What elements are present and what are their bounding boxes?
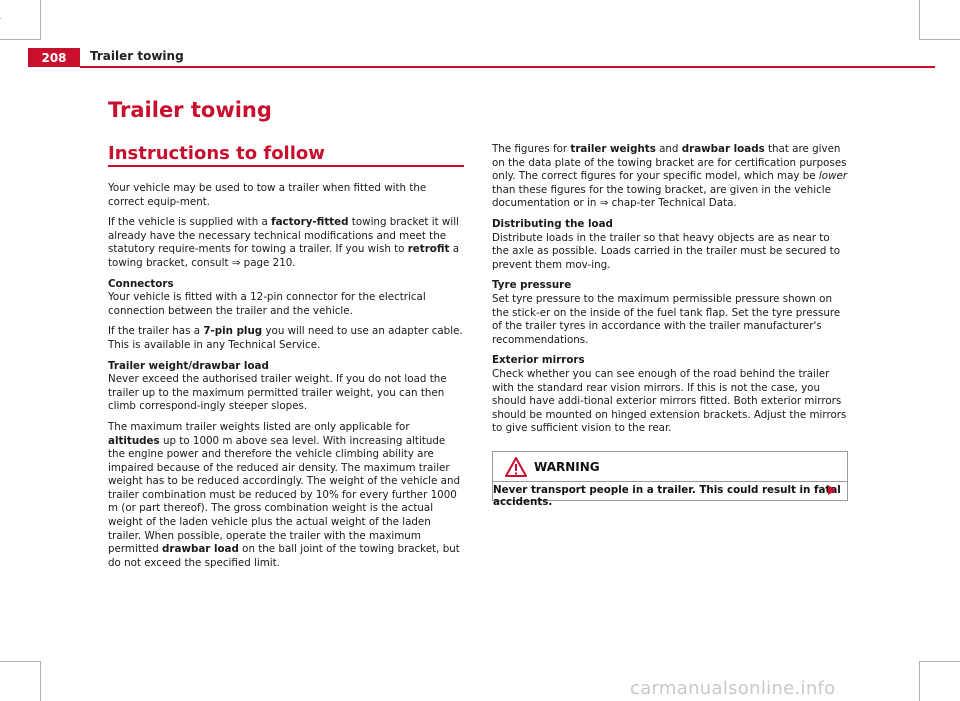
crop-mark	[919, 661, 920, 701]
subheading-exterior-mirrors: Exterior mirrors	[492, 354, 585, 367]
warning-triangle-icon	[505, 457, 527, 477]
crop-mark	[0, 18, 1, 19]
page-number: 208	[28, 48, 80, 67]
crop-mark	[0, 39, 40, 40]
header-rule	[80, 66, 935, 68]
paragraph: The figures for trailer weights and drawbar loads that are given on the data plate of the towing bracket are for certification purposes only. The correct figures for your specific model, which may be lower than these figures for the towing bracket, are given in the vehicle documentation or in ⇒ chap-ter Technical Data.	[492, 143, 848, 210]
paragraph: If the vehicle is supplied with a factory-fitted towing bracket it will already have the necessary technical modifications and meet the statutory require-ments for towing a trailer. If you wish to retrofit a towing bracket, consult ⇒ page 210.	[108, 216, 460, 269]
subheading-distributing-load: Distributing the load	[492, 217, 613, 230]
running-header-title: Trailer towing	[90, 49, 184, 63]
watermark: carmanualsonline.info	[630, 678, 836, 699]
subheading-tyre-pressure: Tyre pressure	[492, 279, 572, 292]
subheading-trailer-weight: Trailer weight/drawbar load	[108, 359, 269, 372]
continue-arrow-icon	[828, 485, 836, 495]
section-rule	[108, 165, 464, 167]
crop-mark	[0, 661, 40, 662]
crop-mark	[920, 39, 960, 40]
paragraph: Check whether you can see enough of the road behind the trailer with the standard rear vision mirrors. If this is not the case, you should have addi-tional exterior mirrors fitted. Both exterior mirrors should be mounted on hinged extension brackets. Adjust the mirrors to give sufficient vision to the rear.	[492, 367, 847, 435]
chapter-title: Trailer towing	[108, 98, 272, 122]
paragraph: Never exceed the authorised trailer weight. If you do not load the trailer up to the maximum permitted trailer weight, you can then climb correspond-ingly steeper slopes.	[108, 373, 447, 413]
page-reference: a towing bracket, consult ⇒ page 210.	[108, 243, 460, 269]
paragraph: If the trailer has a 7-pin plug you will need to use an adapter cable. This is available in any Technical Service.	[108, 325, 463, 351]
warning-box	[492, 451, 848, 508]
paragraph: Your vehicle is fitted with a 12-pin connector for the electrical connection between the trailer and the vehicle.	[108, 291, 426, 317]
paragraph: Set tyre pressure to the maximum permissible pressure shown on the stick-er on the inside of the fuel tank flap. Set the tyre pressure of the trailer tyres in accordance with the trailer manufacturer's recommendations.	[492, 292, 841, 346]
section-title: Instructions to follow	[108, 143, 325, 164]
paragraph: Your vehicle may be used to tow a trailer when fitted with the correct equip-ment.	[108, 182, 427, 208]
paragraph: Distribute loads in the trailer so that heavy objects are as near to the axle as possible. Loads carried in the trailer must be secured to prevent them mov-ing.	[492, 231, 841, 271]
right-column	[492, 143, 848, 443]
crop-mark	[919, 0, 920, 40]
warning-text: Never transport people in a trailer. This could result in fatal accidents.	[493, 484, 841, 508]
subheading-connectors: Connectors	[108, 277, 174, 290]
left-column	[108, 182, 464, 577]
crop-mark	[920, 661, 960, 662]
crop-mark	[40, 0, 41, 40]
warning-header	[493, 452, 847, 482]
crop-mark	[40, 661, 41, 701]
paragraph: The maximum trailer weights listed are only applicable for altitudes up to 1000 m above sea level. With increasing altitude the engine power and therefore the vehicle climbing ability are impaired because of the reduced air density. The maximum trailer weight has to be reduced accordingly. The weight of the vehicle and trailer combination must be reduced by 10% for every further 1000 m (or part thereof). The gross combination weight is the actual weight of the laden vehicle plus the actual weight of the laden trailer. When possible, operate the trailer with the maximum permitted drawbar load on the ball joint of the towing bracket, but do not exceed the specified limit.	[108, 420, 461, 569]
warning-label: WARNING	[534, 459, 600, 474]
